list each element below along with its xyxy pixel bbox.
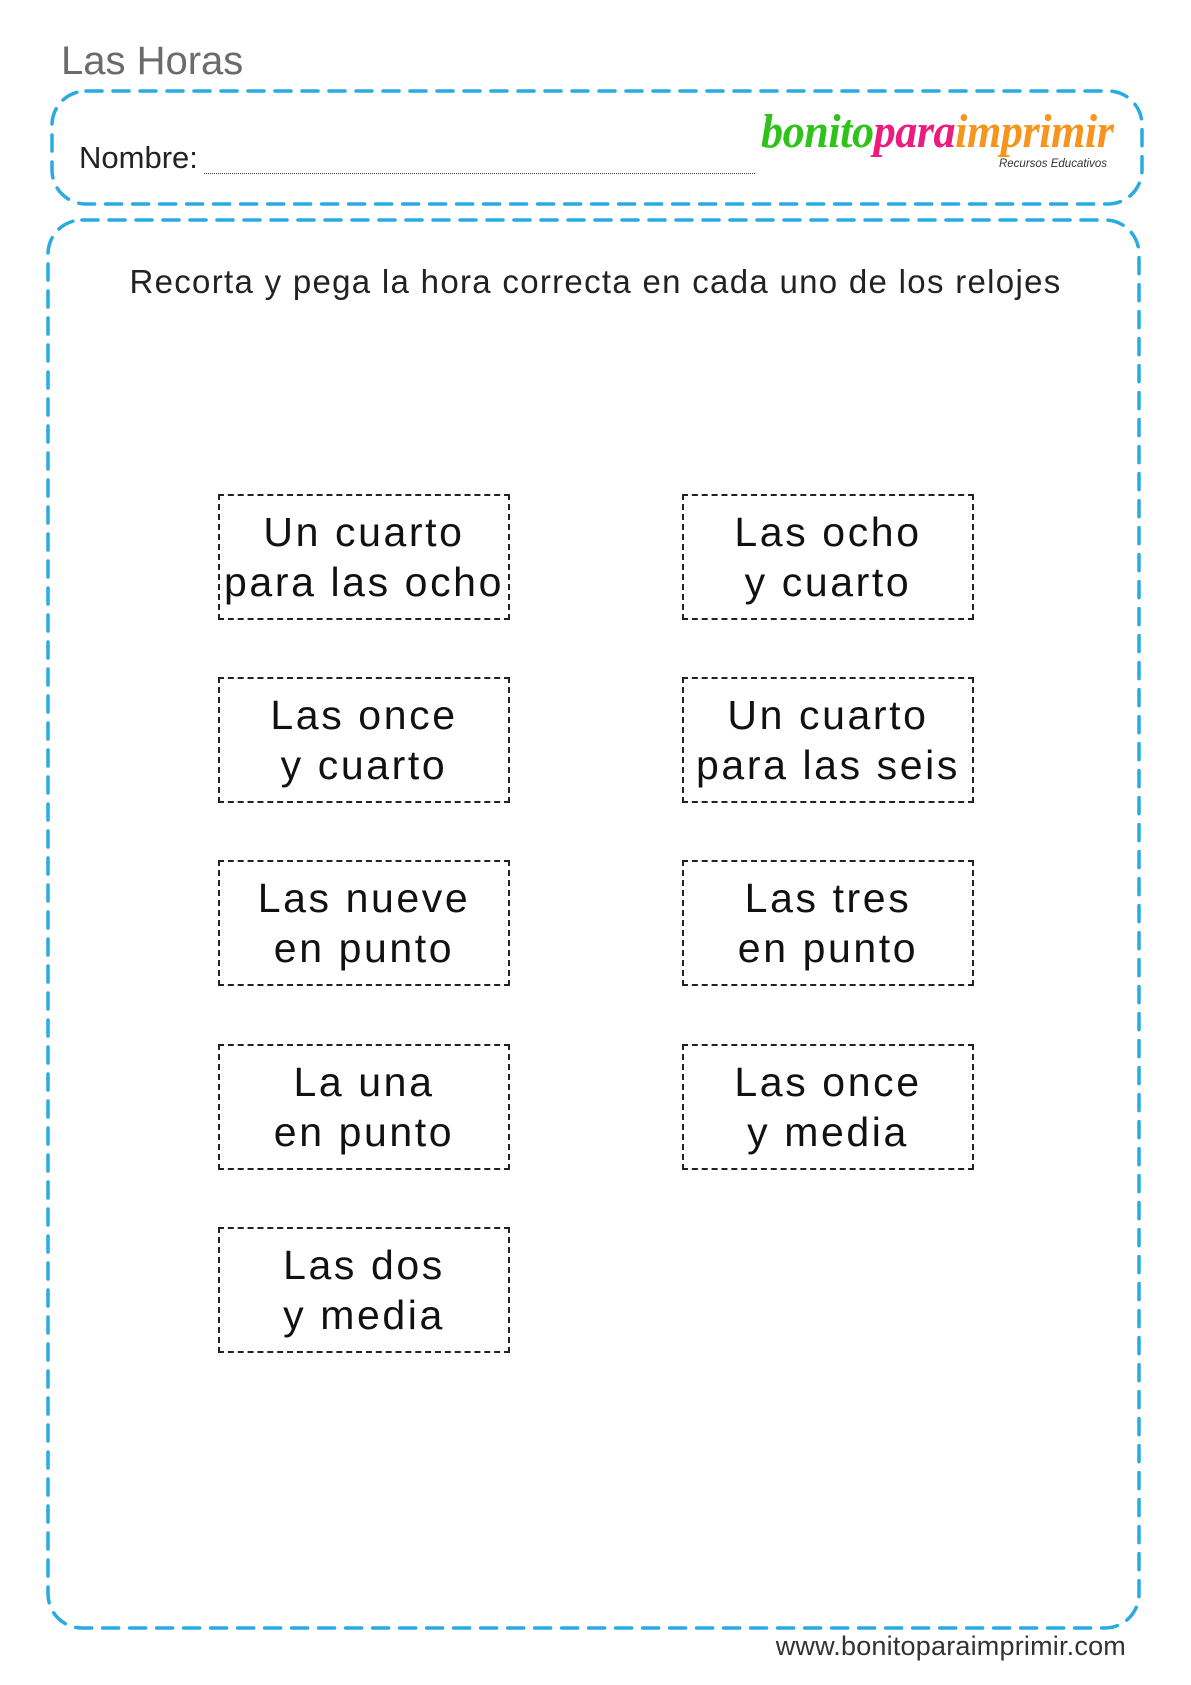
time-card-left-1 [218,494,510,620]
name-line [204,173,755,174]
time-card-line-2: en punto [273,925,455,971]
time-card-right-4 [682,1044,974,1170]
content-frame [48,220,1139,1628]
time-card-right-1 [682,494,974,620]
time-card-line-2: y cuarto [744,559,912,605]
time-card-line-2: para las ocho [224,559,504,605]
time-card-line-1: Las ocho [734,509,922,555]
time-card-line-2: y cuarto [280,742,448,788]
time-card-line-2: en punto [737,925,919,971]
time-card-line-2: para las seis [696,742,960,788]
time-card-left-3 [218,860,510,986]
time-card-line-1: Las tres [744,875,912,921]
name-label: Nombre: [79,140,198,175]
logo-part-para: para [873,105,956,158]
time-card-line-1: Las once [734,1059,922,1105]
instructions: Recorta y pega la hora correcta en cada uno de los relojes [129,263,1062,300]
time-card-left-5 [218,1227,510,1353]
page-title: Las Horas [61,39,244,83]
time-card-line-1: Un cuarto [727,692,929,738]
footer-url: www.bonitoparaimprimir.com [775,1631,1126,1661]
logo-tagline: Recursos Educativos [998,158,1107,170]
time-card-line-2: y media [747,1109,909,1155]
logo-part-bonito: bonito [761,105,874,158]
time-card-line-1: Las dos [283,1242,445,1288]
time-card-line-2: y media [283,1292,445,1338]
time-card-line-1: Un cuarto [263,509,465,555]
time-card-line-1: Las nueve [257,875,471,921]
time-card-line-2: en punto [273,1109,455,1155]
time-card-left-4 [218,1044,510,1170]
time-card-left-2 [218,677,510,803]
time-card-right-2 [682,677,974,803]
brand-logo [761,104,1113,160]
time-card-right-3 [682,860,974,986]
time-card-line-1: Las once [270,692,458,738]
logo-part-imprimir: imprimir [955,105,1114,158]
time-card-line-1: La una [293,1059,435,1105]
